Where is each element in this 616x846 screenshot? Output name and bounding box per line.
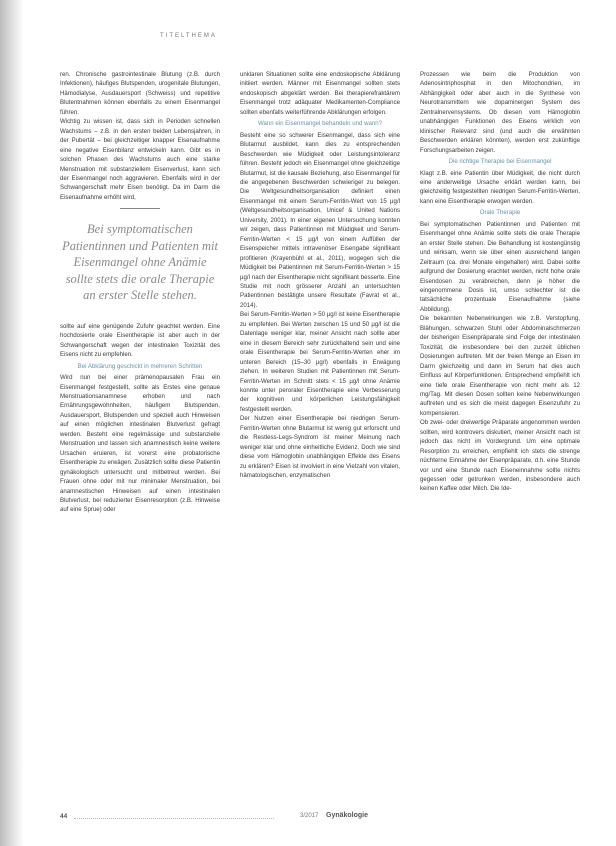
pull-quote: Bei symptomatischen Patientinnen und Patienten mit Eisenmangel ohne Anämie sollte stets die orale Therapie an erster Stelle stehen.	[62, 222, 218, 303]
paragraph: Die bekannten Nebenwirkungen wie z.B. Verstopfung, Blähungen, schwarzen Stuhl oder Abdominalschmerzen der bisherigen Eisenpräparate sind Folge der intestinalen Toxizität, die insbesondere bei den zurzeit üblichen Dosierungen auftreten. Mit der freien Menge an Eisen im Darm gleichzeitig und dann im Serum hat dies auch Einfluss auf Körperfunktionen. Entsprechend empfiehlt ich eine tiefe orale Eisentherapie von nicht mehr als 12 mg/Tag. Mit diesen Dosen sollten keine Nebenwirkungen auftreten und es sich die meist dagegen Eisenzufuhr zu kompensieren.	[420, 315, 580, 417]
column-1	[60, 70, 220, 515]
section-subheading: Orale Therapie	[479, 209, 521, 217]
paragraph: Wichtig zu wissen ist, dass sich in Perioden schnellen Wachstums – z.B. in den ersten beiden Lebensjahren, in der Pubertät – bei gleichzeitiger knapper Eisenaufnahme eine negative Eisenbilanz entwickeln kann. Gibt es in solchen Phasen des Wachstums auch eine starke Menstruation mit substanziellem Eisenverlust, kann sich der Eisenmangel noch aggravieren. Ebenfalls wird in der Schwangerschaft mehr Eisen benötigt. Da im Darm die Eisenaufnahme erhöht wird,	[60, 118, 220, 201]
section-heading: Bei Abklärung geschickt in mehreren Schritten	[77, 362, 203, 370]
running-head: TITELTHEMA	[160, 33, 217, 39]
paragraph: unklaren Situationen sollte eine endoskopische Abklärung initiiert werden. Männer mit Eisenmangel sollten stets endoskopisch abgeklärt werden. Bei therapierefraktärem Eisenmangel trotz adäquater Medikamenten-Compliance sollten ebenfalls weiterführende Abklärungen erfolgen.	[240, 71, 400, 116]
paragraph: Klagt z.B. eine Patientin über Müdigkeit, die nicht durch eine anderweitige Ursache erklärt werden kann, bei gleichzeitig festgestellten niedrigen Serum-Ferritin-Werten, kann eine Eisentherapie erwogen werden.	[420, 169, 580, 205]
page-number: 44	[60, 813, 68, 820]
section-heading: Die richtige Therapie bei Eisenmangel	[448, 158, 552, 166]
paragraph: sollte auf eine genügende Zufuhr geachtet werden. Eine hochdosierte orale Eisentherapie ist aber auch in der Schwangerschaft wegen der intestinalen Toxizität des Eisens nicht zu empfehlen.	[60, 322, 220, 359]
section-heading: Wann ein Eisenmangel behandeln und wann?	[257, 120, 383, 128]
paragraph: Besteht eine so schwerer Eisenmangel, dass sich eine Blutarmut ausbildet, kann dies zu entsprechenden Beschwerden wie Müdigkeit oder Leistungsintoleranz führen. Besteht jedoch ein Eisenmangel ohne gleichzeitige Blutarmut, ist die kausale Beziehung, also Eisenmangel für die angegebenen Beschwerden schwieriger zu belegen. Die Weltgesundheitsorganisation definiert einen Eisenmangel mit einem Serum-Ferritin-Wert von 15 µg/l (Weltgesundheitsorganisation, Unicef & United Nations University, 2001). In einer eigenen Untersuchung konnten wir zeigen, dass Patientinnen mit Müdigkeit und Serum-Ferritin-Werten < 15 µg/l von einem Auffüllen der Eisenspeicher mittels intravenöser Eisengabe signifikant profitieren (Krayenbühl et al., 2011), wogegen sich die Müdigkeit bei Patientinnen mit Serum-Ferritin-Werten > 15 µg/l nach der Eisentherapie nicht signifikant besserte. Eine Studie mit noch grösserer Anzahl an untersuchten Patientinnen bestätigte unsere Resultate (Favrat et al., 2014).	[240, 131, 400, 309]
paragraph: ren. Chronische gastrointestinale Blutung (z.B. durch Infektionen), häufiges Blutspenden, urogenitale Blutungen, Hämodialyse, Ausdauersport (Schweiss) und repetitive Blutentnahmen können ebenfalls zu einem Eisenmangel führen.	[60, 71, 220, 116]
quote-divider	[120, 208, 160, 209]
footer-dotted-rule	[74, 818, 274, 819]
column-3	[420, 70, 580, 494]
paragraph: Bei Serum-Ferritin-Werten > 50 µg/l ist keine Eisentherapie zu empfehlen. Bei Werten zwischen 15 und 50 µg/l ist die Datenlage weniger klar, meiner Ansicht nach sollte aber eine in diesem Bereich sehr zurückhaltend sein und eine orale Eisentherapie bei Serum-Ferritin-Werten eher im unteren Bereich (15–30 µg/l) ebenfalls in Erwägung ziehen. In weiteren Studien mit Patientinnen mit Serum-Ferritin-Werten im Schnitt stets < 15 µg/l ohne Anämie konnte unter peroraler Eisentherapie eine Verbesserung der kognitiven und körperlichen Leistungsfähigkeit festgestellt werden.	[240, 311, 400, 413]
page-footer	[60, 813, 580, 825]
paragraph: Der Nutzen einer Eisentherapie bei niedrigen Serum-Ferritin-Werten ohne Blutarmut ist wenig gut erforscht und die Restless-Legs-Syndrom ist meiner Meinung nach weniger klar und ohne einheitliche Evidenz. Doch wie sind diese vom Hämoglobin unabhängigen Effekte des Eisens zu erklären? Eisen ist involviert in eine Vielzahl von vitalen, hämatologischen, enzymatischen	[240, 415, 400, 480]
paragraph: Wird nun bei einer prämenopausalen Frau ein Eisenmangel festgestellt, sollte als Erstes eine genaue Menstruationsanamnese erhoben und nach Ernährungsgewohnheiten, häufigem Blutspenden, Ausdauersport, Blutspenden und speziell auch Hinweisen auf einen möglichen intestinalen Blutverlust gefragt werden. Besteht eine regelmässige und substanzielle Menstruation und lassen sich anamnestisch keine weitere Ursachen eruieren, ist vorerst eine probatorische Eisentherapie zu erwägen. Zusätzlich sollte diese Patientin gynäkologisch untersucht und mitbetreut werden. Bei Frauen ohne oder mit nur minimaler Menstruation, bei anamnestischen Hinweisen auf einen intestinalen Blutverlust, bei reduzierter Eisenresorption (z.B. Hinweise auf eine Sprue) oder	[60, 374, 220, 514]
issue-number: 3/2017	[300, 813, 319, 819]
paragraph: Ob zwei- oder dreiwertige Präparate angenommen werden sollten, wird kontrovers diskutiert, meiner Ansicht nach ist jedoch das nicht im Vordergrund. Um eine optimale Resorption zu erreichen, empfiehlt ich stets die strenge nüchterne Einnahme der Eisenpräparate, d.h. eine Stunde vor und eine Stunde nach Eiseneinnahme sollte nichts gegessen oder getrunken werden, insbesondere auch keinen Kaffee oder Milch. Die Ide-	[420, 419, 580, 493]
paragraph: Prozessen wie beim die Produktion von Adenosintriphosphat in den Mitochondrien, im Abhängigkeit oder aber auch in die Synthese von Neurotransmittern wie dopaminergen System des Zentralnervensystems. Ob diesen vom Hämoglobin unabhängigen Funktionen des Eisens wirklich von klinischer Relevanz sind (und auch die erwähnten Beschwerden erklären könnten), werden erst zukünftige Forschungsarbeiten zeigen.	[420, 71, 580, 154]
journal-name: Gynäkologie	[326, 812, 369, 819]
column-2	[240, 70, 400, 480]
paragraph: Bei symptomatischen Patientinnen und Patienten mit Eisenmangel ohne Anämie sollte stets die orale Therapie an erster Stelle stehen. Die Behandlung ist kostengünstig und wirksam, wenn sie über einen ausreichend langen Zeitraum (ca. drei Monate eingehalten) wird. Dabei sollte aufgrund der Dosierung erachtet werden, nicht hohe orale Eisendosen zu verabreichen, denn je höher die eingenommene Dosis ist, umso schlechter ist die tatsächliche prozentuale Eisenaufnahme (siehe Abbildung).	[420, 220, 580, 313]
